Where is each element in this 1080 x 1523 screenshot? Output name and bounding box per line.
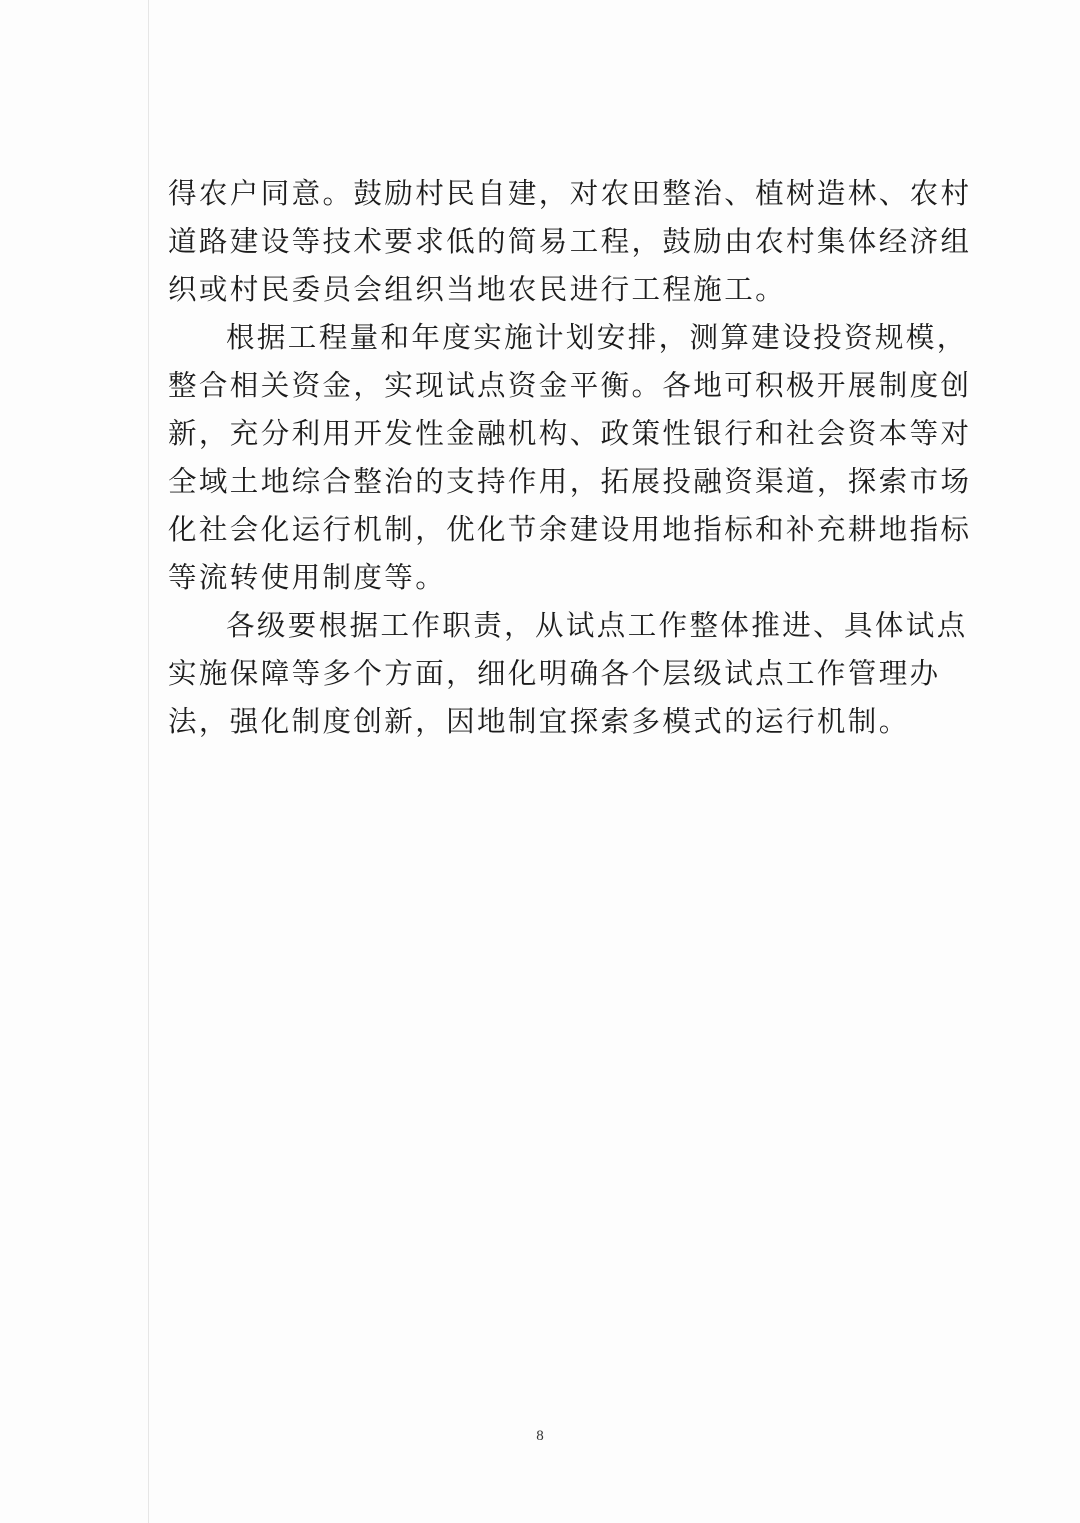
text-line: 根据工程量和年度实施计划安排，测算建设投资规模， <box>226 321 968 354</box>
text-line: 全域土地综合整治的支持作用，拓展投融资渠道，探索市场 <box>168 465 972 498</box>
body-text <box>168 170 972 746</box>
text-line: 织或村民委员会组织当地农民进行工程施工。 <box>168 273 787 306</box>
text-line: 新，充分利用开发性金融机构、政策性银行和社会资本等对 <box>168 417 972 450</box>
text-line: 化社会化运行机制，优化节余建设用地指标和补充耕地指标 <box>168 513 972 546</box>
text-line: 法，强化制度创新，因地制宜探索多模式的运行机制。 <box>168 705 910 738</box>
text-line: 实施保障等多个方面，细化明确各个层级试点工作管理办 <box>168 657 941 690</box>
page-number: 8 <box>536 1428 544 1444</box>
text-line: 得农户同意。鼓励村民自建，对农田整治、植树造林、农村 <box>168 177 972 210</box>
text-line: 整合相关资金，实现试点资金平衡。各地可积极开展制度创 <box>168 369 972 402</box>
scan-edge <box>148 0 149 1523</box>
text-line: 各级要根据工作职责，从试点工作整体推进、具体试点 <box>226 609 968 642</box>
text-line: 道路建设等技术要求低的简易工程，鼓励由农村集体经济组 <box>168 225 972 258</box>
text-line: 等流转使用制度等。 <box>168 561 447 594</box>
